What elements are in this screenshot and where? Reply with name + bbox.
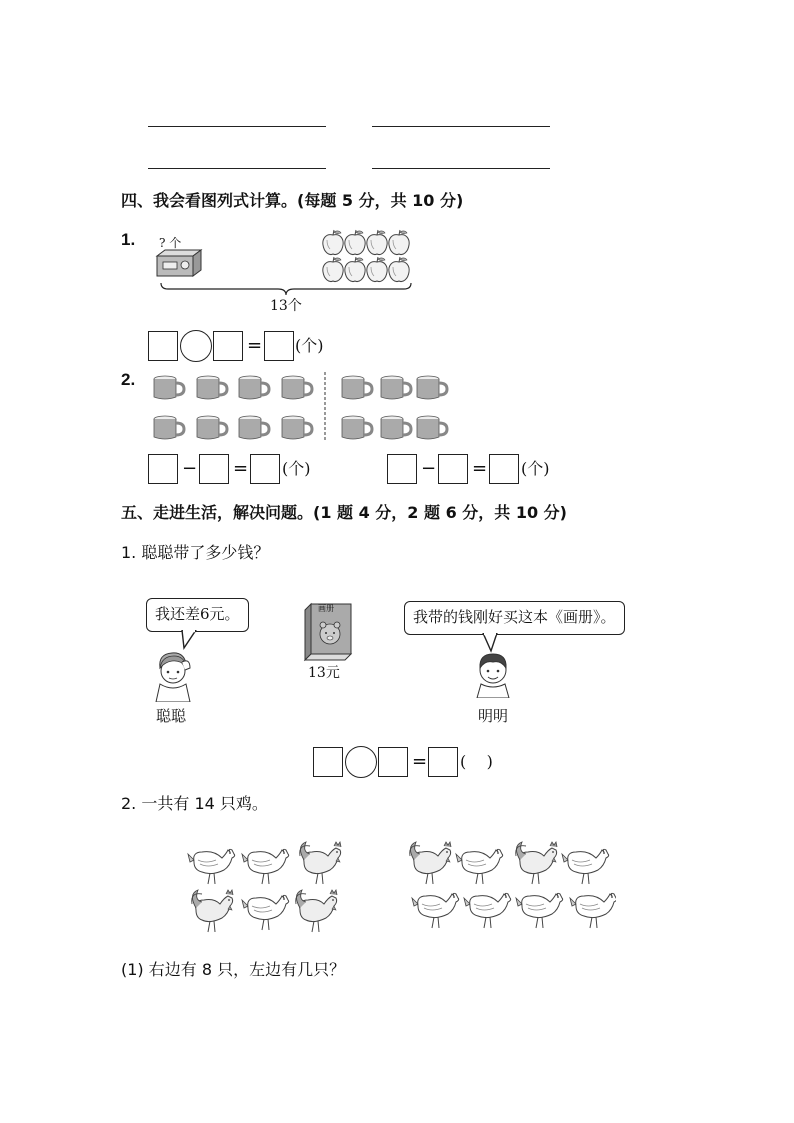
answer-box[interactable]: [313, 747, 343, 777]
answer-box[interactable]: [489, 454, 519, 484]
equals-sign: =: [412, 751, 428, 772]
answer-box[interactable]: [213, 331, 243, 361]
book-price: 13元: [308, 665, 340, 681]
answer-box[interactable]: [438, 454, 468, 484]
operator-circle[interactable]: [180, 330, 212, 362]
minus-sign: −: [421, 458, 437, 479]
answer-box[interactable]: [387, 454, 417, 484]
boy-icon: [152, 648, 196, 702]
speech-bubble-left: 我还差6元。: [146, 598, 249, 632]
book-title: 画册: [318, 604, 334, 613]
operator-circle[interactable]: [345, 746, 377, 778]
answer-box[interactable]: [148, 454, 178, 484]
answer-box[interactable]: [199, 454, 229, 484]
answer-box[interactable]: [148, 331, 178, 361]
tissue-box-icon: [155, 248, 203, 278]
answer-line: [372, 168, 550, 169]
equals-sign: =: [472, 458, 488, 479]
s5-q2-text: 2. 一共有 14 只鸡。: [121, 794, 268, 813]
answer-box[interactable]: [378, 747, 408, 777]
speech-bubble-right: 我带的钱刚好买这本《画册》。: [404, 601, 625, 635]
name-left: 聪聪: [156, 707, 187, 725]
answer-line: [148, 126, 326, 127]
answer-line: [148, 168, 326, 169]
apple-group: [322, 228, 414, 284]
q2-number: 2.: [121, 370, 136, 389]
unit-label: (个): [521, 459, 550, 478]
answer-box[interactable]: [250, 454, 280, 484]
total-brace: [160, 282, 412, 296]
mug-group: [150, 370, 450, 444]
bubble-tail: [180, 630, 200, 650]
unit-label: (个): [295, 336, 324, 355]
s5-q1-text: 1. 聪聪带了多少钱？: [121, 543, 270, 562]
question-count-label: ? 个: [159, 236, 182, 250]
s5-q2-sub1: (1) 右边有 8 只，左边有几只？: [121, 960, 346, 979]
answer-line: [372, 126, 550, 127]
section-4-title: 四、我会看图列式计算。(每题 5 分，共 10 分): [121, 191, 464, 210]
chicken-group: [186, 838, 616, 938]
unit-blank: ( ): [460, 752, 493, 771]
total-label: 13个: [270, 298, 302, 314]
section-5-title: 五、走进生活，解决问题。(1 题 4 分，2 题 6 分，共 10 分): [121, 503, 567, 522]
unit-label: (个): [282, 459, 311, 478]
answer-box[interactable]: [264, 331, 294, 361]
answer-box[interactable]: [428, 747, 458, 777]
minus-sign: −: [182, 458, 198, 479]
equals-sign: =: [247, 335, 263, 356]
name-right: 明明: [478, 707, 509, 725]
equals-sign: =: [233, 458, 249, 479]
q1-number: 1.: [121, 230, 136, 249]
boy-icon: [471, 648, 515, 698]
